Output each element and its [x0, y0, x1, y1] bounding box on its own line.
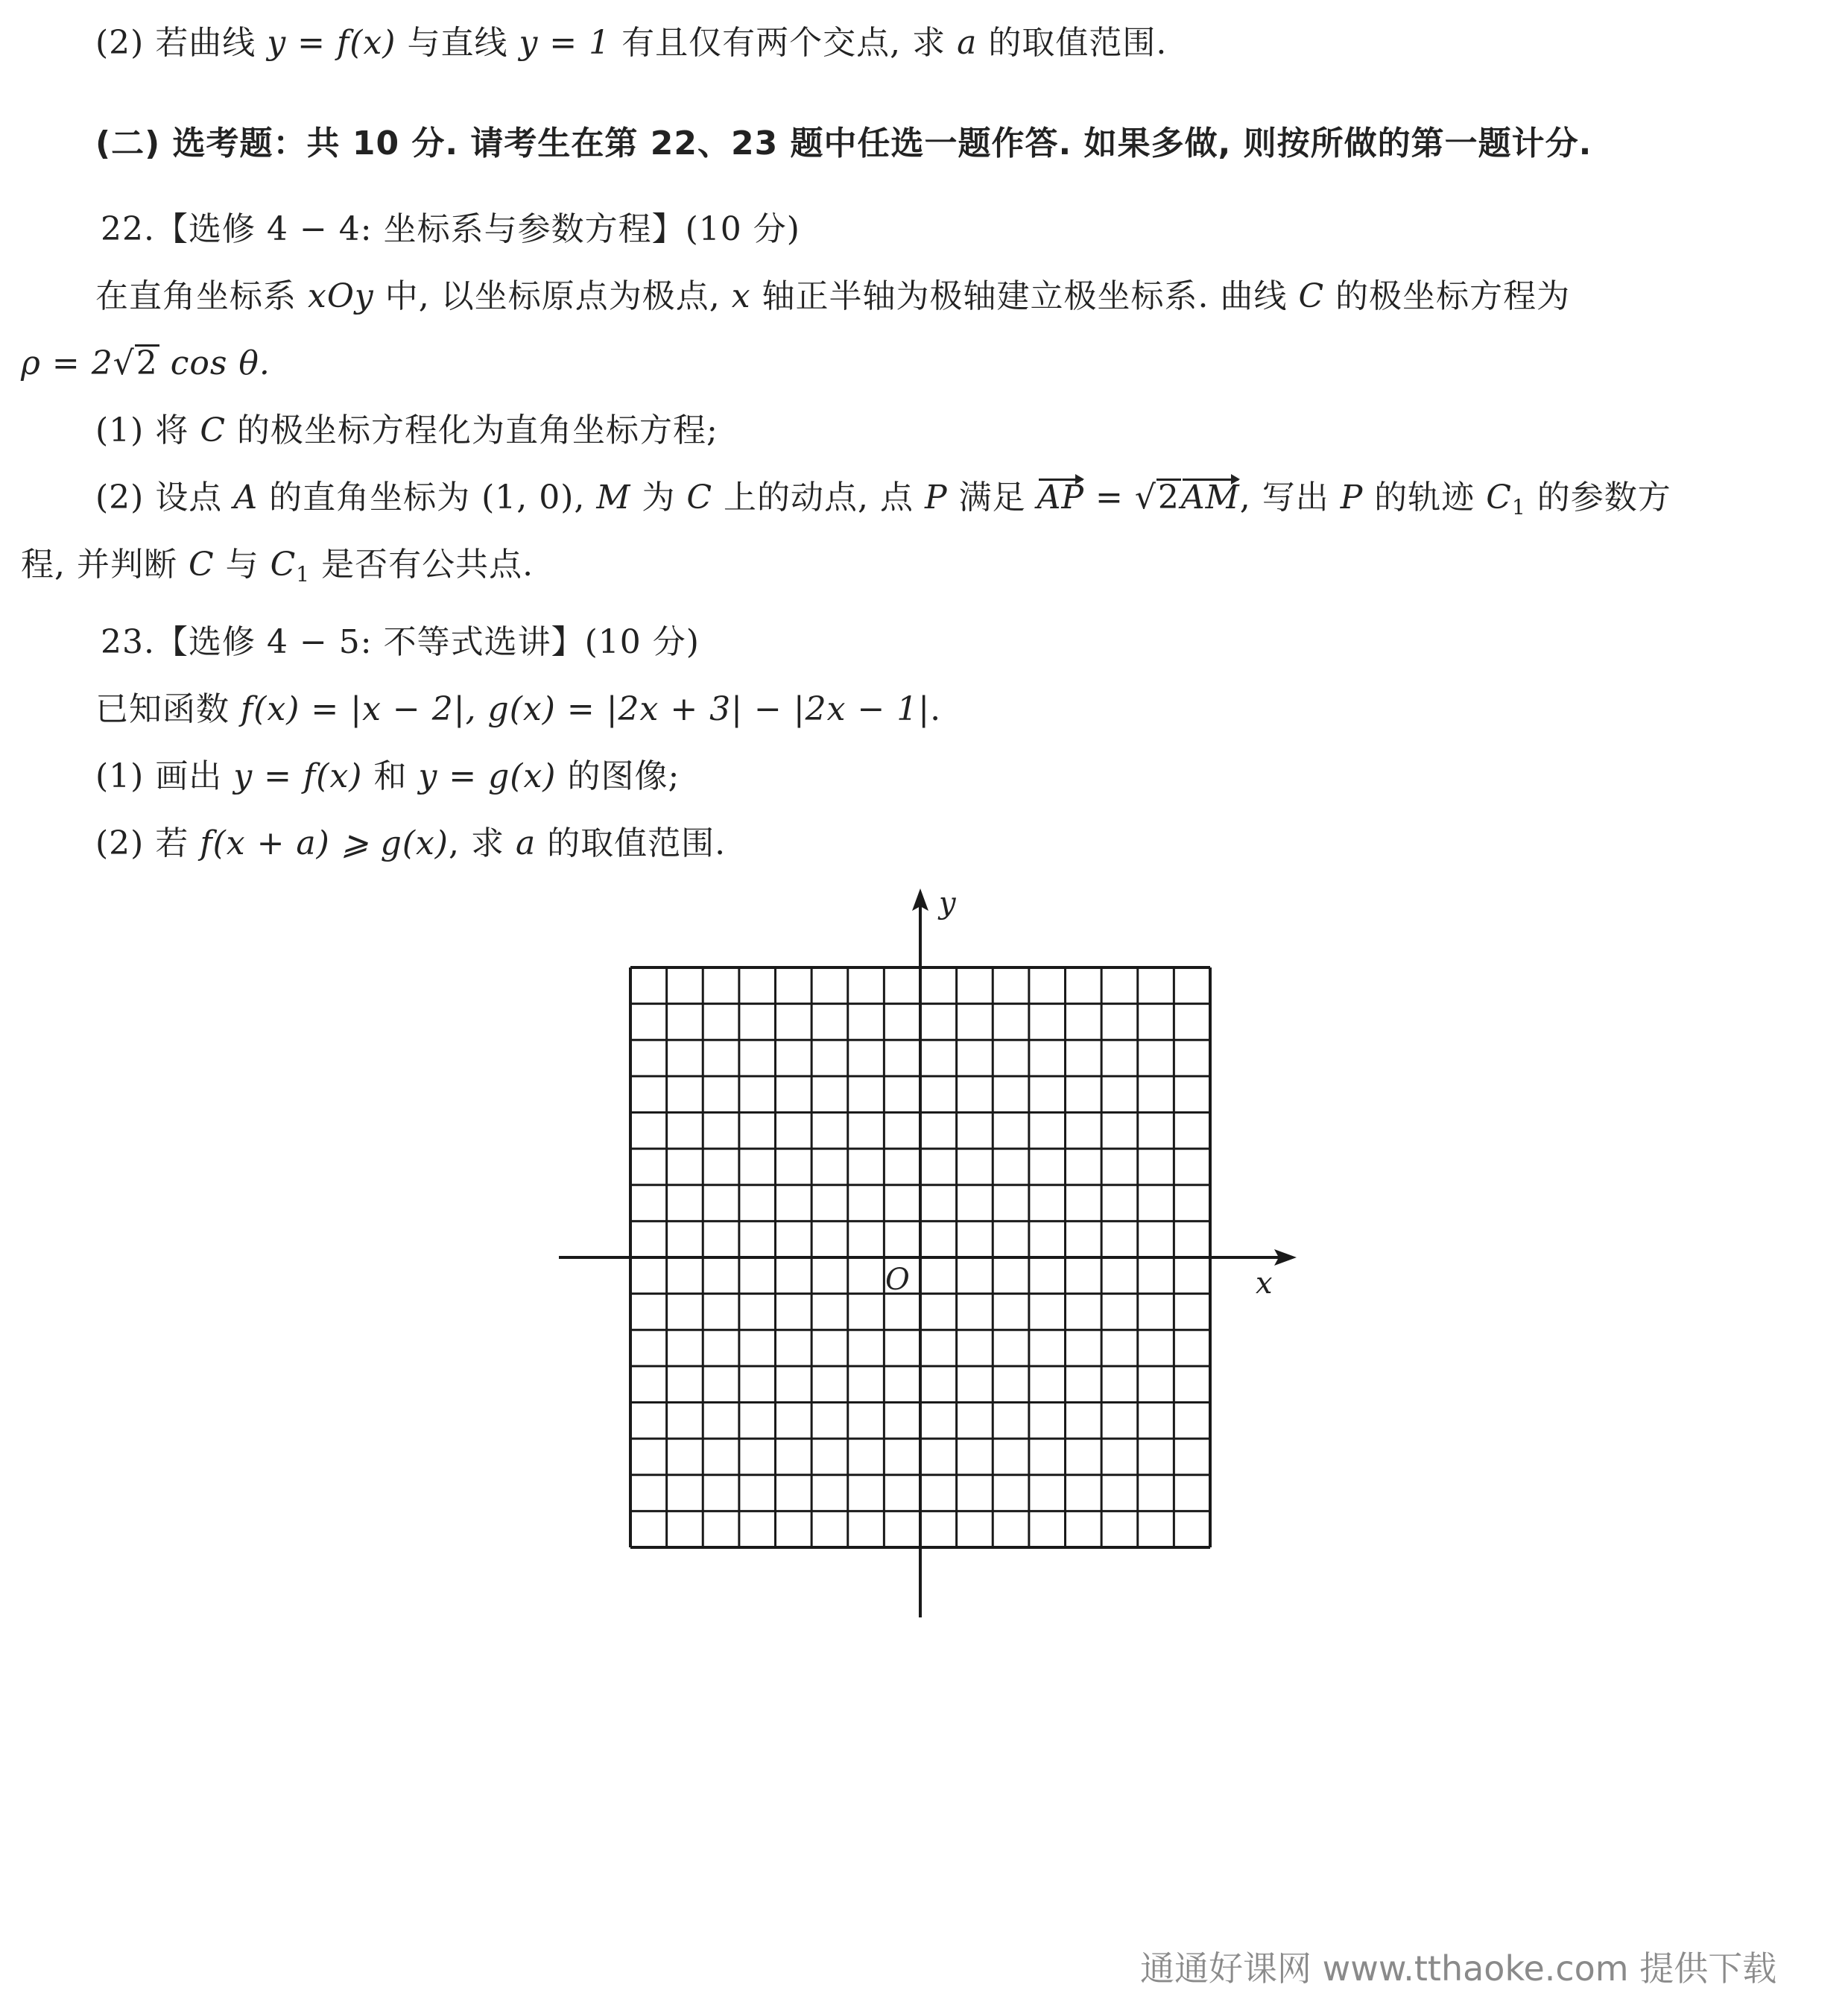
q22-stem-a: 在直角坐标系 [95, 277, 308, 315]
y-axis-label: y [939, 886, 956, 921]
q22-p2-l2-a: 程, 并判断 [21, 546, 189, 584]
q22-part1 [95, 408, 718, 453]
q22-part2-line2 [21, 543, 534, 597]
q23-part1 [95, 754, 680, 799]
q21-part2-math2: y = 1 [519, 24, 611, 62]
q22-p2-m2: M [596, 479, 631, 517]
q21-part2-math3: a [957, 24, 978, 62]
q21-part2-prefix: (2) 若曲线 [95, 24, 268, 62]
q22-p2-b: 的直角坐标为 (1, 0), [258, 479, 597, 517]
q21-part2-mid2: 有且仅有两个交点, 求 [610, 24, 958, 62]
q22-p2-m4: P [925, 479, 948, 517]
q22-eq-lhs: ρ = 2 [21, 344, 113, 382]
q22-p2-l2-b: 与 [214, 546, 270, 584]
q22-p2-l2-m1: C [188, 546, 215, 584]
q22-title: 22.【选修 4 − 4: 坐标系与参数方程】(10 分) [101, 210, 800, 248]
q21-part2 [95, 21, 1167, 66]
q22-p2-sub1: 1 [1511, 495, 1526, 520]
q22-p2-l2-m2: C [270, 546, 297, 584]
q22-p2-vector-am: AM [1181, 476, 1240, 520]
q22-p2-radicand: 2 [1157, 479, 1180, 517]
q22-equation [21, 341, 270, 386]
q22-p2-f: , 写出 [1239, 479, 1341, 517]
q22-stem-d: 的极坐标方程为 [1324, 277, 1571, 315]
q22-stem-line1 [95, 274, 1570, 319]
q22-stem-math1: xOy [308, 277, 374, 315]
q23-p1-b: 和 [362, 757, 419, 795]
q22-p2-g: 的轨迹 [1363, 479, 1487, 517]
q23-p2-b: , 求 [448, 824, 516, 862]
q23-stem-a: 已知函数 [95, 690, 241, 728]
q21-part2-mid: 与直线 [396, 24, 519, 62]
q22-part2-line1 [95, 476, 1671, 530]
q23-title: 23.【选修 4 − 5: 不等式选讲】(10 分) [101, 623, 700, 661]
q23-p2-c: 的取值范围. [536, 824, 727, 862]
q22-p2-m3: C [686, 479, 713, 517]
q22-stem-math3: C [1298, 277, 1325, 315]
q22-p2-a: (2) 设点 [95, 479, 234, 517]
q23-part2 [95, 821, 726, 866]
q22-p1-a: (1) 将 [95, 411, 200, 449]
q22-stem-b: 中, 以坐标原点为极点, [373, 277, 732, 315]
q21-part2-suffix: 的取值范围. [977, 24, 1168, 62]
q23-p2-m1: f(x + a) ⩾ g(x) [200, 824, 449, 862]
q22-p2-m6: C [1486, 479, 1512, 517]
q22-p2-vector-ap: AP [1037, 476, 1084, 520]
q22-p1-math: C [200, 411, 226, 449]
q23-stem-math: f(x) = |x − 2|, g(x) = |2x + 3| − |2x − 1| [241, 690, 931, 728]
q22-p1-b: 的极坐标方程化为直角坐标方程; [225, 411, 718, 449]
q22-stem-c: 轴正半轴为极轴建立极坐标系. 曲线 [750, 277, 1299, 315]
q22-eq-radicand: 2 [136, 344, 158, 382]
q22-eq-rhs: cos θ. [159, 344, 270, 382]
q22-p2-d: 上的动点, 点 [712, 479, 925, 517]
q23-stem-b: . [930, 690, 942, 728]
q22-p2-l2-sub: 1 [296, 562, 311, 587]
q22-p2-l2-c: 是否有公共点. [310, 546, 534, 584]
watermark-text: 通通好课网 www.tthaoke.com 提供下载 [1140, 1948, 1777, 1989]
q22-p2-m5: P [1340, 479, 1364, 517]
q23-p1-a: (1) 画出 [95, 757, 234, 795]
q23-p2-a: (2) 若 [95, 824, 200, 862]
q22-stem-math2: x [731, 277, 751, 315]
q22-p2-e: 满足 [947, 479, 1037, 517]
x-axis-label: x [1256, 1266, 1273, 1301]
q22-eq-root: √ [113, 344, 135, 382]
q22-p2-h: 的参数方 [1525, 479, 1671, 517]
q23-p1-c: 的图像; [556, 757, 680, 795]
q21-part2-math1: y = f(x) [267, 24, 396, 62]
q23-stem [95, 687, 941, 732]
q23-p2-m2: a [515, 824, 537, 862]
q22-p2-eq: = [1084, 479, 1135, 517]
section-heading: (二) 选考题：共 10 分. 请考生在第 22、23 题中任选一题作答. 如果多做, 则按所做的第一题计分. [95, 124, 1592, 162]
q22-p2-root: √ [1134, 479, 1156, 517]
q22-p2-c: 为 [630, 479, 687, 517]
q23-p1-m1: y = f(x) [233, 757, 363, 795]
coordinate-grid-figure [551, 880, 1311, 1625]
q22-p2-m1: A [233, 479, 259, 517]
origin-label: O [885, 1263, 910, 1297]
q23-p1-m2: y = g(x) [418, 757, 557, 795]
